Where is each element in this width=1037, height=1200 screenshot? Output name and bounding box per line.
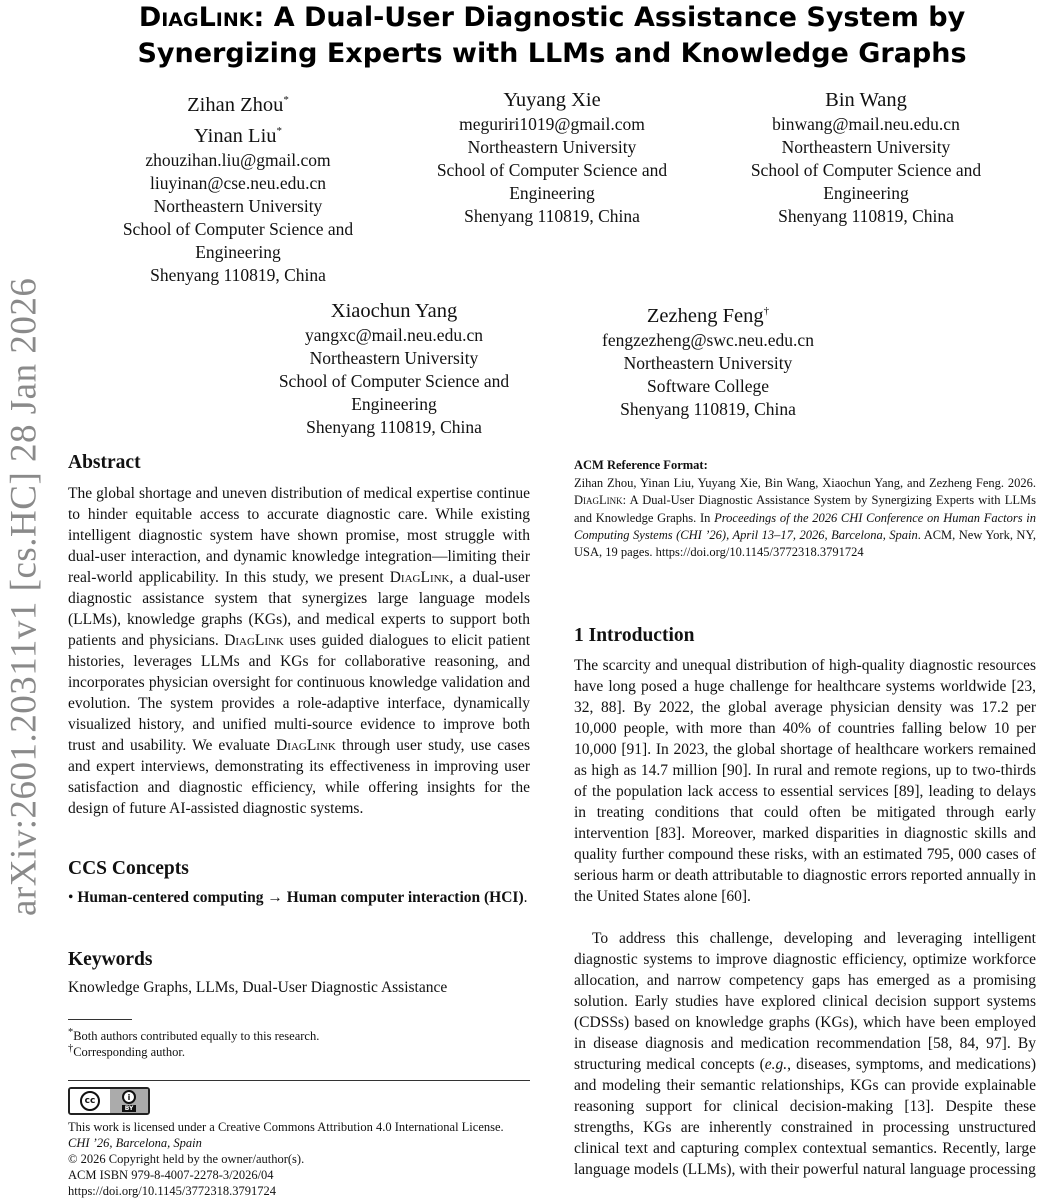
author-name: Xiaochun Yang	[330, 300, 458, 322]
introduction-paragraph-2: To address this challenge, developing and leveraging intelligent diagnostic systems to improve diagnostic efficiency, optimize workforce allocation, and narrow competency gaps has emerged as a promising solution. Early studies have explored clinical decision support systems (CDSSs) based on knowledge graphs (KGs), which have been employed in disease diagnosis and medication recommendation [58, 84, 97]. By structuring medical concepts (e.g., diseases, symptoms, and medications) and modeling their semantic relationships, KGs can provide explainable reasoning support for clinical decision-making [13]. Despite these strengths, KGs are inherently constrained in processing unstructured clinical text and capturing complex contextual semantics. Recently, large language models (LLMs), with their powerful natural language processing	[574, 930, 1036, 1178]
author-email[interactable]: binwang@mail.neu.edu.cn	[772, 114, 960, 134]
author-department: School of Computer Science and	[750, 160, 982, 180]
equal-contrib-mark: *	[283, 94, 289, 106]
system-name: DiagLink	[389, 569, 450, 586]
system-name: DiagLink	[574, 493, 623, 508]
author-name: Zezheng Feng	[646, 304, 764, 327]
system-name: DiagLink	[224, 632, 284, 649]
author-name: Zihan Zhou	[187, 93, 284, 116]
license-rule	[68, 1080, 530, 1081]
arxiv-identifier: arXiv:2601.20311v1 [cs.HC] 28 Jan 2026	[3, 277, 45, 917]
proceedings-venue: Proceedings of the 2026 CHI Conference on Human Factors in Computing Systems (CHI ’26), April 13–17, 2026, Barcelona, Spain	[574, 510, 1036, 542]
keywords-text: Knowledge Graphs, LLMs, Dual-User Diagnostic Assistance	[68, 979, 448, 996]
author-email[interactable]: liuyinan@cse.neu.edu.cn	[150, 172, 326, 193]
attribution-person-icon: i	[122, 1090, 136, 1104]
title-line1: : A Dual-User Diagnostic Assistance System by	[253, 2, 966, 33]
author-city: Shenyang 110819, China	[778, 206, 954, 226]
acm-reference-heading: ACM Reference Format:	[574, 458, 708, 472]
footnote-corresponding: †Corresponding author.	[68, 1043, 185, 1060]
system-name: DiagLink	[138, 2, 254, 33]
author-department: Engineering	[351, 394, 437, 414]
author-name: Bin Wang	[825, 89, 907, 111]
author-name: Yinan Liu	[193, 124, 277, 147]
footnote-equal-contribution: *Both authors contributed equally to this research.	[68, 1027, 320, 1044]
author-block-2	[412, 87, 692, 228]
author-department: School of Computer Science and	[436, 160, 668, 180]
author-email[interactable]: fengzezheng@swc.neu.edu.cn	[602, 329, 814, 350]
author-affiliation: Northeastern University	[467, 137, 637, 157]
author-email[interactable]: yangxc@mail.neu.edu.cn	[305, 325, 483, 345]
author-affiliation: Northeastern University	[153, 195, 323, 216]
author-email[interactable]: zhouzihan.liu@gmail.com	[145, 149, 331, 170]
license-statement: This work is licensed under a Creative Commons Attribution 4.0 International License.	[68, 1120, 504, 1134]
author-affiliation: Northeastern University	[623, 352, 793, 373]
author-city: Shenyang 110819, China	[150, 264, 326, 285]
author-department: Engineering	[195, 241, 281, 262]
author-block-1	[98, 87, 378, 287]
author-block-3	[726, 87, 1006, 228]
author-affiliation: Northeastern University	[309, 348, 479, 368]
author-department: Engineering	[823, 183, 909, 203]
paper-title	[80, 0, 1024, 72]
isbn-line: ACM ISBN 979-8-4007-2278-3/2026/04	[68, 1168, 274, 1182]
system-name: DiagLink	[276, 737, 336, 754]
author-department: Engineering	[509, 183, 595, 203]
author-affiliation: Northeastern University	[781, 137, 951, 157]
copyright-line: © 2026 Copyright held by the owner/author(s).	[68, 1152, 305, 1166]
by-label: BY	[122, 1105, 137, 1112]
ccs-text: • Human-centered computing → Human computer interaction (HCI).	[68, 889, 528, 906]
creative-commons-icon: cc	[80, 1091, 100, 1111]
author-city: Shenyang 110819, China	[620, 398, 796, 419]
footnote-rule	[68, 1019, 132, 1020]
introduction-paragraph-1: The scarcity and unequal distribution of high-quality diagnostic resources have long posed a huge challenge for healthcare systems worldwide [23, 32, 88]. By 2022, the global average physician density was 17.2 per 10,000 people, with more than 40% of countries falling below 10 per 10,000 [91]. In 2023, the global shortage of healthcare workers remained as high as 14.7 million [90]. In rural and remote regions, up to two-thirds of the population lack access to essential services [89], leading to delays in treating conditions that could often be mitigated through early intervention [83]. Moreover, marked disparities in diagnostic skills and quality further compound these risks, with an estimated 795, 000 cases of serious harm or death attributable to diagnostic errors reported annually in the United States alone [60].	[574, 657, 1036, 905]
author-department: Software College	[647, 375, 769, 396]
author-block-5	[568, 298, 848, 421]
author-city: Shenyang 110819, China	[306, 417, 482, 437]
author-city: Shenyang 110819, China	[464, 206, 640, 226]
corresponding-mark: †	[763, 305, 770, 317]
conference-venue: CHI ’26, Barcelona, Spain	[68, 1136, 202, 1150]
acm-reference-text: Zihan Zhou, Yinan Liu, Yuyang Xie, Bin Wang, Xiaochun Yang, and Zezheng Feng. 2026. DiagLink: A Dual-User Diagnostic Assistance System by Synergizing Experts with LLMs and Knowledge Graphs. In Proceedings of the 2026 CHI Conference on Human Factors in Computing Systems (CHI ’26), April 13–17, 2026, Barcelona, Spain. ACM, New York, NY, USA, 19 pages. https://doi.org/10.1145/3772318.3791724	[574, 476, 1037, 560]
title-line2: Synergizing Experts with LLMs and Knowledge Graphs	[137, 38, 967, 69]
abstract-heading: Abstract	[68, 452, 141, 473]
equal-contrib-mark: *	[276, 124, 283, 137]
author-email[interactable]: meguriri1019@gmail.com	[459, 114, 645, 134]
doi-link[interactable]: https://doi.org/10.1145/3772318.3791724	[68, 1184, 276, 1198]
abstract-text: The global shortage and uneven distribution of medical expertise continue to hinder equitable access to accurate diagnostic care. While existing intelligent diagnostic system have shown promise, most struggle with dual-user interaction, and dynamic knowledge integration—limiting their real-world applicability. In this study, we present DiagLink, a dual-user diagnostic assistance system that synergizes large language models (LLMs), knowledge graphs (KGs), and medical experts to support both patients and physicians. DiagLink uses guided dialogues to elicit patient histories, leverages LLMs and KGs for collaborative reasoning, and incorporates physician oversight for continuous knowledge validation and evolution. The system provides a role-adaptive interface, dynamically visualized history, and unified multi-source evidence to improve both trust and usability. We evaluate DiagLink through user study, use cases and expert interviews, demonstrating its effectiveness in improving user satisfaction and diagnostic efficiency, while offering insights for the design of future AI-assisted diagnostic systems.	[68, 485, 530, 817]
keywords-heading: Keywords	[68, 949, 153, 970]
ccs-heading: CCS Concepts	[68, 858, 189, 879]
author-block-4	[254, 298, 534, 439]
cc-by-license-badge[interactable]	[68, 1087, 150, 1115]
author-name: Yuyang Xie	[503, 89, 601, 111]
author-department: School of Computer Science and	[122, 218, 354, 239]
author-department: School of Computer Science and	[278, 371, 510, 391]
introduction-heading: 1 Introduction	[574, 625, 695, 646]
